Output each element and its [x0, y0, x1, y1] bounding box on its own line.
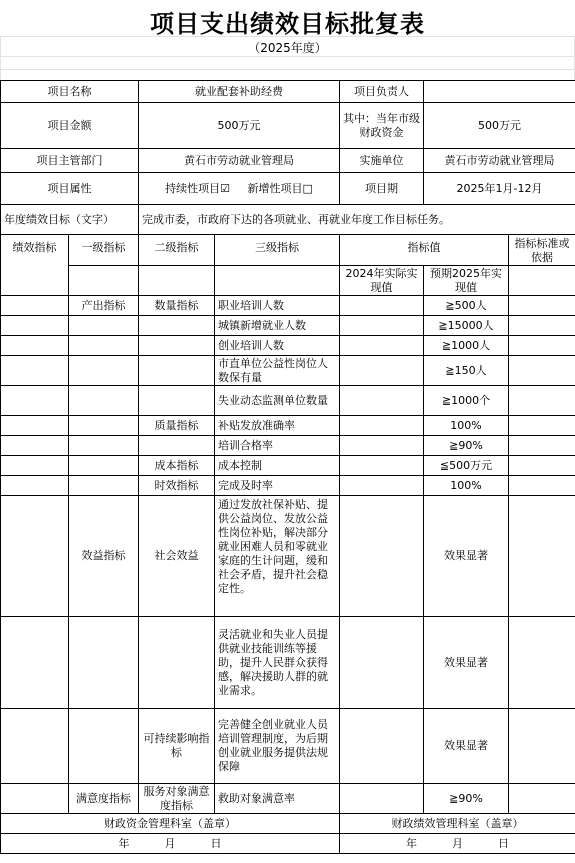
attr-label: 项目属性: [1, 173, 139, 205]
table-row-name: 城镇新增就业人数: [215, 316, 340, 336]
table-row-value: ≧1000人: [424, 336, 509, 356]
label-service-satisfaction: 服务对象满意度指标: [139, 784, 215, 814]
table-row-name: 创业培训人数: [215, 336, 340, 356]
project-name-label: 项目名称: [1, 81, 139, 103]
label-quality: 质量指标: [139, 416, 215, 436]
dept-value: 黄石市劳动就业管理局: [139, 149, 340, 173]
unit-value: 黄石市劳动就业管理局: [424, 149, 575, 173]
footer-right-date: [340, 834, 575, 854]
table-row-name: 通过发放社保补贴、提供公益岗位、发放公益性岗位补贴，解决部分就业困难人员和零就业家庭的生计问题，缓和社会矛盾，提升社会稳定性。: [215, 496, 340, 617]
header-level2: 二级指标: [139, 235, 215, 266]
table-row-value: ≧500人: [424, 296, 509, 316]
table-row-value: 效果显著: [424, 617, 509, 709]
owner-label: 项目负责人: [340, 81, 424, 103]
label-benefit: 效益指标: [69, 496, 139, 617]
header-expected-2025: 预期2025年实现值: [424, 266, 509, 296]
footer-left-date: [1, 834, 340, 854]
table-row-name: 补贴发放准确率: [215, 416, 340, 436]
header-value: 指标值: [340, 235, 509, 266]
month-char: 月: [164, 836, 176, 850]
attr-value: [139, 173, 340, 205]
table-row-name: 市直单位公益性岗位人数保有量: [215, 356, 340, 386]
table-row-name: 完善健全创业就业人员培训管理制度，为后期创业就业服务提供法规保障: [215, 709, 340, 784]
day-char: 日: [210, 836, 222, 850]
table-row-name: 职业培训人数: [215, 296, 340, 316]
table-row-name: 成本控制: [215, 456, 340, 476]
footer-right-office: 财政绩效管理科室（盖章）: [340, 814, 575, 834]
table-row-value: 效果显著: [424, 709, 509, 784]
table-row-name: 完成及时率: [215, 476, 340, 496]
attr-new: 新增性项目□: [247, 181, 313, 195]
table-row-name: 灵活就业和失业人员提供就业技能训练等援助，提升人民群众获得感，解决援助人群的就业需求。: [215, 617, 340, 709]
table-row-value: 效果显著: [424, 496, 509, 617]
goal-label: 年度绩效目标（文字）: [1, 205, 139, 235]
project-name: 就业配套补助经费: [139, 81, 340, 103]
label-sustain: 可持续影响指标: [139, 709, 215, 784]
year-label: （2025年度）: [248, 41, 327, 55]
period-label: 项目期: [340, 173, 424, 205]
label-cost: 成本指标: [139, 456, 215, 476]
attr-continuing: 持续性项目☑: [165, 181, 230, 195]
table-row-value: ≧150人: [424, 356, 509, 386]
table-row-value: 100%: [424, 476, 509, 496]
footer-left-office: 财政资金管理科室（盖章）: [1, 814, 340, 834]
city-funds-value: 500万元: [424, 103, 575, 149]
year-char: 年: [406, 836, 418, 850]
table-row-name: 培训合格率: [215, 436, 340, 456]
dept-label: 项目主管部门: [1, 149, 139, 173]
year-char: 年: [118, 836, 130, 850]
header-level1: 一级指标: [69, 235, 139, 266]
table-row-value: ≧90%: [424, 784, 509, 814]
table-row-name: 失业动态监测单位数量: [215, 386, 340, 416]
header-indicator: 绩效指标: [1, 235, 69, 296]
table-row-value: ≦500万元: [424, 456, 509, 476]
amount-label: 项目金额: [1, 103, 139, 149]
page-title: 项目支出绩效目标批复表: [150, 9, 425, 38]
label-output: 产出指标: [69, 296, 139, 316]
city-funds-label: 其中：当年市级财政资金: [340, 103, 424, 149]
approval-table: [0, 80, 575, 854]
month-char: 月: [452, 836, 463, 850]
day-char: 日: [497, 836, 509, 850]
table-row-value: ≧15000人: [424, 316, 509, 336]
period-value: 2025年1月-12月: [424, 173, 575, 205]
header-level3: 三级指标: [215, 235, 340, 266]
unit-label: 实施单位: [340, 149, 424, 173]
header-standard: 指标标准或依据: [509, 235, 575, 266]
label-quantity: 数量指标: [139, 296, 215, 316]
label-social: 社会效益: [139, 496, 215, 617]
table-row-name: 救助对象满意率: [215, 784, 340, 814]
table-row-value: 100%: [424, 416, 509, 436]
owner-value: [424, 81, 575, 103]
header-actual-2024: 2024年实际实现值: [340, 266, 424, 296]
goal-text: 完成市委，市政府下达的各项就业、再就业年度工作目标任务。: [139, 205, 575, 235]
label-timeliness: 时效指标: [139, 476, 215, 496]
amount-value: 500万元: [139, 103, 340, 149]
table-row-value: ≧90%: [424, 436, 509, 456]
table-row-value: ≧1000个: [424, 386, 509, 416]
label-satisfaction: 满意度指标: [69, 784, 139, 814]
